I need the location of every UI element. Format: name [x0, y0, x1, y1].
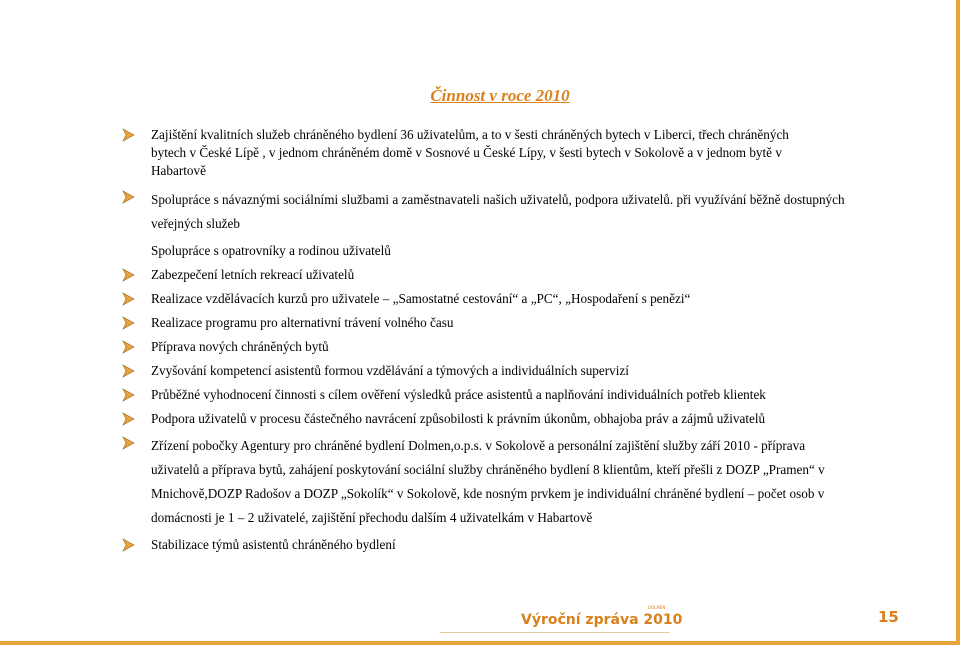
footer-report-title: Výroční zpráva 2010 [521, 612, 683, 628]
arrow-bullet-icon [122, 538, 136, 552]
activity-list [118, 126, 908, 554]
arrow-bullet-icon [122, 190, 136, 204]
arrow-bullet-icon [122, 340, 136, 354]
list-item-line: veřejných služeb [151, 216, 240, 231]
footer-mark: DOLMEN [648, 605, 666, 610]
list-item-line: Habartově [151, 163, 206, 178]
arrow-bullet-icon [122, 316, 136, 330]
list-item-line: Příprava nových chráněných bytů [151, 339, 329, 354]
list-item-line: Realizace vzdělávacích kurzů pro uživatele – „Samostatné cestování“ a „PC“, „Hospodaření s penězi“ [151, 291, 691, 306]
arrow-bullet-icon [122, 364, 136, 378]
arrow-bullet-icon [122, 128, 136, 142]
arrow-bullet-icon [122, 388, 136, 402]
list-item-line: Spolupráce s návaznými sociálními službami a zaměstnavateli našich uživatelů, podpora uživatelů. při využívání běžně dostupných [151, 192, 845, 207]
page-title-text: Činnost v roce 2010 [430, 86, 570, 105]
list-item-line: Zvyšování kompetencí asistentů formou vzdělávání a týmových a individuálních supervizí [151, 363, 629, 378]
list-item-line: bytech v České Lípě , v jednom chráněném domě v Sosnové u České Lípy, v šesti bytech v Sokolově a v jednom bytě v [151, 145, 782, 160]
page-title [0, 86, 960, 106]
list-item-line: uživatelů a příprava bytů, zahájení poskytování sociální služby chráněného bydlení 8 klientům, kteří přešli z DOZP „Pramen“ v [151, 462, 825, 477]
arrow-bullet-icon [122, 436, 136, 450]
list-item [118, 362, 908, 380]
footer-divider [440, 632, 670, 633]
arrow-bullet-icon [122, 292, 136, 306]
page-number: 15 [878, 608, 899, 626]
list-item-line: Zajištění kvalitních služeb chráněného bydlení 36 uživatelům, a to v šesti chráněných bytech v Liberci, třech chráněných [151, 127, 789, 142]
list-item [118, 188, 908, 236]
list-item-line: Realizace programu pro alternativní trávení volného času [151, 315, 454, 330]
list-item-line: Zřízení pobočky Agentury pro chráněné bydlení Dolmen,o.p.s. v Sokolově a personální zajištění služby září 2010 - příprava [151, 438, 806, 453]
list-item [118, 434, 908, 530]
list-item [118, 314, 908, 332]
list-item [118, 338, 908, 356]
list-item-line: Podpora uživatelů v procesu částečného navrácení způsobilosti k právním úkonům, obhajoba práv a zájmů uživatelů [151, 411, 766, 426]
arrow-bullet-icon [122, 268, 136, 282]
list-item [118, 266, 908, 284]
list-item-line: Zabezpečení letních rekreací uživatelů [151, 267, 355, 282]
list-item-line: Průběžné vyhodnocení činnosti s cílem ověření výsledků práce asistentů a naplňování individuálních potřeb klientek [151, 387, 766, 402]
list-item [118, 410, 908, 428]
list-item [118, 242, 908, 260]
list-item [118, 126, 908, 180]
list-item-line: domácnosti je 1 – 2 uživatelé, zajištění přechodu dalším 4 uživatelkám v Habartově [151, 510, 593, 525]
list-item [118, 536, 908, 554]
list-item-line: Stabilizace týmů asistentů chráněného bydlení [151, 537, 396, 552]
arrow-bullet-icon [122, 412, 136, 426]
list-item-line: Spolupráce s opatrovníky a rodinou uživatelů [151, 243, 391, 258]
list-item [118, 290, 908, 308]
list-item-line: Mnichově,DOZP Radošov a DOZP „Sokolík“ v Sokolově, kde nosným prvkem je individuální chráněné bydlení – počet osob v [151, 486, 825, 501]
list-item [118, 386, 908, 404]
